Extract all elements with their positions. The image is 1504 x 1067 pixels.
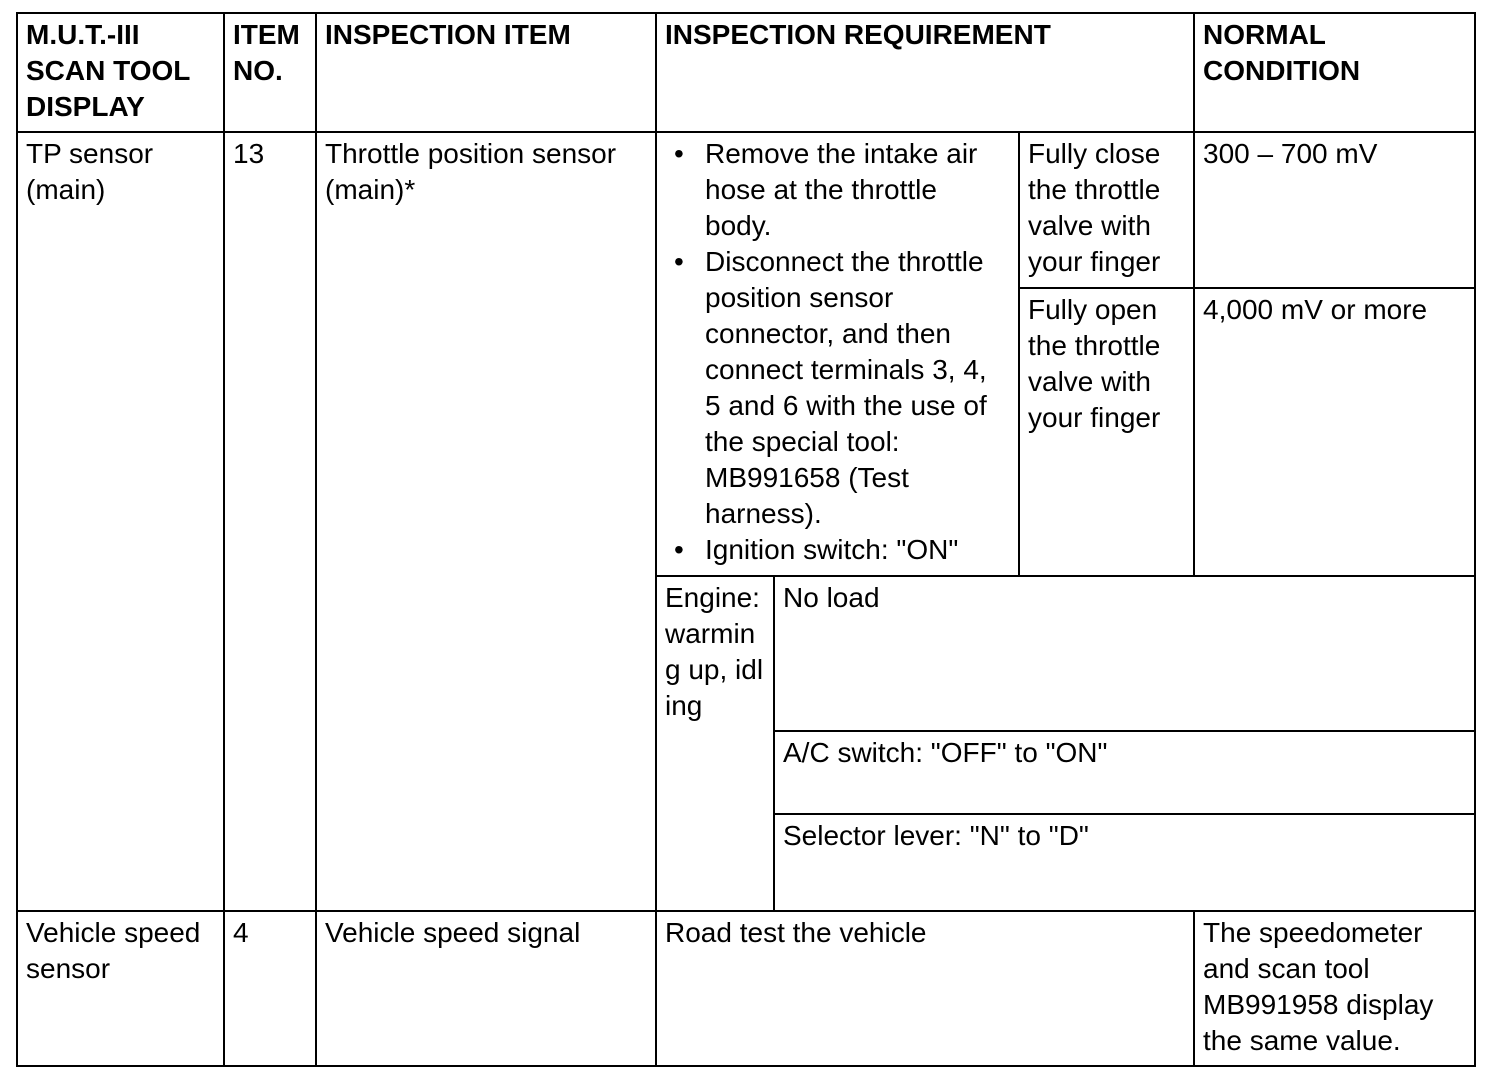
fully-open-condition: Fully open the throttle valve with your finger bbox=[1019, 288, 1194, 576]
header-item-no: ITEM NO. bbox=[224, 13, 316, 132]
fully-close-normal: 300 – 700 mV bbox=[1194, 132, 1475, 288]
tp-sensor-requirements bbox=[656, 132, 1019, 576]
header-inspection-requirement: INSPECTION REQUIREMENT bbox=[656, 13, 1194, 132]
tp-sensor-item-no: 13 bbox=[224, 132, 316, 911]
vss-inspection-item: Vehicle speed signal bbox=[316, 911, 656, 1066]
no-load-condition: No load bbox=[774, 576, 1475, 731]
table-row bbox=[17, 132, 1475, 288]
vss-requirement: Road test the vehicle bbox=[656, 911, 1194, 1066]
vss-display: Vehicle speed sensor bbox=[17, 911, 224, 1066]
selector-lever-condition: Selector lever: "N" to "D" bbox=[774, 814, 1475, 911]
header-scan-tool-display: M.U.T.-III SCAN TOOL DISPLAY bbox=[17, 13, 224, 132]
fully-close-condition: Fully close the throttle valve with your finger bbox=[1019, 132, 1194, 288]
header-row bbox=[17, 13, 1475, 132]
ac-switch-condition: A/C switch: "OFF" to "ON" bbox=[774, 731, 1475, 814]
header-inspection-item: INSPECTION ITEM bbox=[316, 13, 656, 132]
vss-item-no: 4 bbox=[224, 911, 316, 1066]
list-item: • Remove the intake air hose at the throttle body. bbox=[705, 136, 1010, 244]
tp-sensor-display: TP sensor (main) bbox=[17, 132, 224, 911]
table-row bbox=[17, 911, 1475, 1066]
engine-condition: Engine: warming up, idling bbox=[656, 576, 774, 911]
list-item: • Disconnect the throttle position sensor connector, and then connect terminals 3, 4, 5 and 6 with the use of the special tool: MB991658 (Test harness). bbox=[705, 244, 1010, 532]
fully-open-normal: 4,000 mV or more bbox=[1194, 288, 1475, 576]
vss-normal: The speedometer and scan tool MB991958 display the same value. bbox=[1194, 911, 1475, 1066]
inspection-table bbox=[16, 12, 1476, 1067]
tp-sensor-inspection-item: Throttle position sensor (main)* bbox=[316, 132, 656, 911]
requirement-list bbox=[665, 136, 1010, 568]
list-item: • Ignition switch: "ON" bbox=[705, 532, 1010, 568]
header-normal-condition: NORMAL CONDITION bbox=[1194, 13, 1475, 132]
